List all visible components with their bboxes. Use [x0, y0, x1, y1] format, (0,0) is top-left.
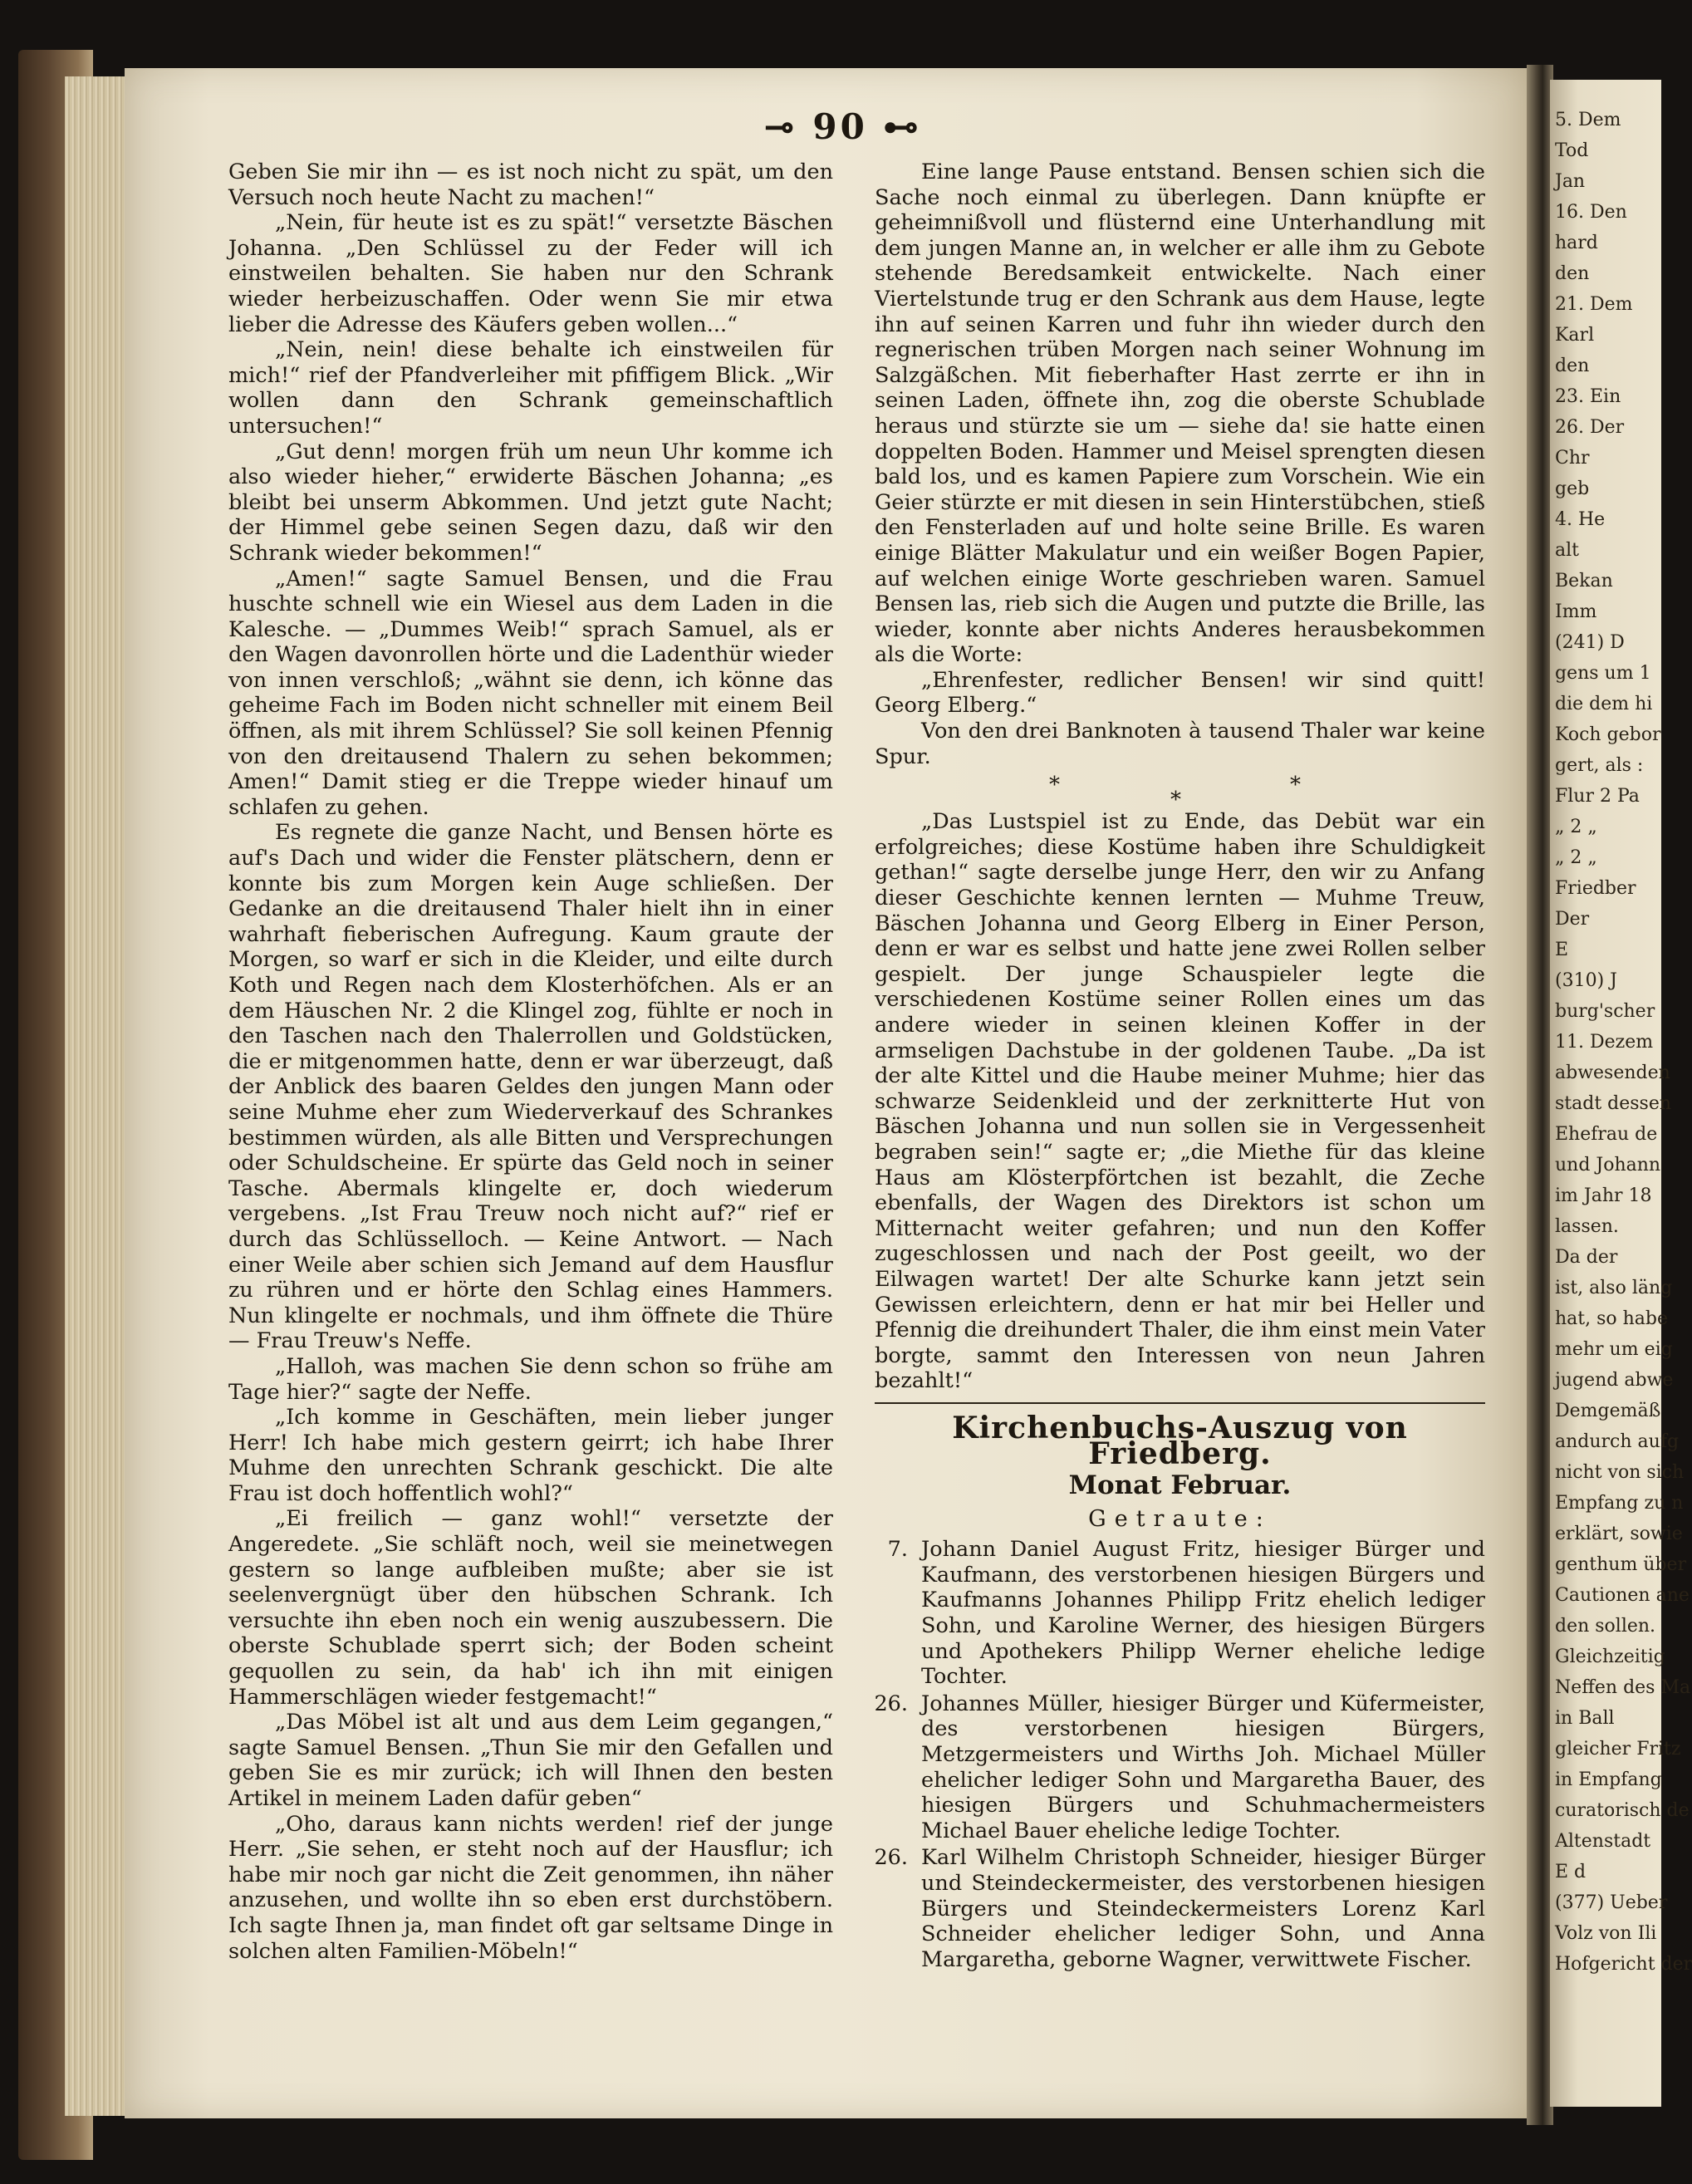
adjacent-page-fragment [1550, 80, 1692, 2107]
adjacent-page-text: erklärt, sowie [1555, 1524, 1683, 1544]
asterisk: * [1290, 773, 1301, 798]
entry-text: Karl Wilhelm Christoph Schneider, hiesiger Bürger und Steindeckermeister, des verstorbenen hiesigen Bürgers und Steindeckermeisters Lorenz Karl Schneider ehelicher lediger Sohn, und Anna Margaretha, geborne Wagner, verwittwete Fischer. [921, 1845, 1485, 1972]
paragraph: „Ehrenfester, redlicher Bensen! wir sind quitt! Georg Elberg.“ [875, 667, 1485, 719]
page-number-value: 90 [812, 106, 868, 147]
adjacent-page-text: gert, als : [1555, 755, 1644, 776]
entry-date: 26. [874, 1691, 908, 1716]
paragraph: Geben Sie mir ihn — es ist noch nicht zu spät, um den Versuch noch heute Nacht zu machen!“ [228, 160, 833, 210]
adjacent-page-text: 16. Den [1555, 202, 1627, 223]
right-text-column [875, 160, 1485, 1974]
section-divider [875, 1402, 1485, 1404]
adjacent-page-text: Karl [1555, 325, 1595, 346]
register-entry [875, 1537, 1485, 1690]
adjacent-page-text: Volz von Ili [1555, 1923, 1657, 1944]
paragraph: „Amen!“ sagte Samuel Bensen, und die Frau huschte schnell wie ein Wiesel aus dem Laden in die Kalesche. — „Dummes Weib!“ sprach Samuel, als er den Wagen davonrollen hörte und die Ladenthür wieder von innen verschloß; „wähnt sie denn, ich könne das geheime Fach im Boden nicht schneller mit einem Beil öffnen, als mit ihrem Schlüssel? Sie soll keinen Pfennig von den dreitausend Thalern zu sehen bekommen; Amen!“ Damit stieg er die Treppe wieder hinauf um schlafen zu gehen. [228, 566, 833, 820]
adjacent-page-text: in Ball [1555, 1708, 1615, 1729]
adjacent-page-text: mehr um eig [1555, 1339, 1673, 1360]
adjacent-page-text: Ehefrau de [1555, 1124, 1658, 1145]
paragraph: Von den drei Banknoten à tausend Thaler war keine Spur. [875, 719, 1485, 769]
paragraph: „Gut denn! morgen früh um neun Uhr komme ich also wieder hieher,“ erwiderte Bäschen Johanna; „es bleibt bei unserm Abkommen. Und jetzt gute Nacht; der Himmel gebe seinen Segen dazu, daß wir den Schrank wieder bekommen!“ [228, 439, 833, 566]
paragraph: „Das Möbel ist alt und aus dem Leim gegangen,“ sagte Samuel Bensen. „Thun Sie mir den Gefallen und geben Sie es mir zurück; ich will Ihnen den besten Artikel in meinem Laden dafür geben“ [228, 1710, 833, 1811]
paragraph: „Ich komme in Geschäften, mein lieber junger Herr! Ich habe mich gestern geirrt; ich habe Ihrer Muhme den unrechten Schrank geschickt. Die alte Frau ist doch hoffentlich wohl?“ [228, 1405, 833, 1506]
register-entry [875, 1691, 1485, 1844]
story-conclusion-text [875, 160, 1485, 769]
adjacent-page-text: und Johann [1555, 1155, 1661, 1175]
adjacent-page-text: gleicher Fritz [1555, 1739, 1681, 1759]
asterisk: * [1170, 788, 1181, 813]
adjacent-page-text: Altenstadt [1555, 1831, 1651, 1852]
register-entry [875, 1845, 1485, 1972]
paragraph: „Halloh, was machen Sie denn schon so frühe am Tage hier?“ sagte der Neffe. [228, 1353, 833, 1405]
adjacent-page-text: 26. Der [1555, 417, 1625, 438]
epilogue-text [875, 809, 1485, 1394]
adjacent-page-text: (310) J [1555, 970, 1617, 991]
adjacent-page-text: „ 2 „ [1555, 817, 1597, 837]
paragraph: Es regnete die ganze Nacht, und Bensen hörte es auf's Dach und wider die Fenster plätschern, denn er konnte bis zum Morgen kein Auge schließen. Der Gedanke an die dreitausend Thaler hielt ihn in einer wahrhaft fieberischen Aufregung. Kaum graute der Morgen, so warf er sich in die Kleider, und eilte durch Koth und Regen nach dem Klosterhöfchen. Als er an dem Häuschen Nr. 2 die Klingel zog, fühlte er noch in den Taschen nach den Thalerrollen und Goldstücken, die er mitgenommen hatte, denn er war überzeugt, daß der Anblick des baaren Geldes den jungen Mann oder seine Muhme eher zum Wiederverkauf des Schrankes bestimmen würden, als alle Bitten und Versprechungen oder Schuldscheine. Er spürte das Geld noch in seiner Tasche. Abermals klingelte er, doch wiederum vergebens. „Ist Frau Treuw noch nicht auf?“ rief er durch das Schlüsselloch. — Keine Antwort. — Nach einer Weile aber schien sich Jemand auf dem Hausflur zu rühren und er hörte den Schlag eines Hammers. Nun klingelte er nochmals, und ihm öffnete die Thüre — Frau Treuw's Neffe. [228, 820, 833, 1354]
adjacent-page-text: geb [1555, 479, 1590, 499]
adjacent-page-text: hat, so habe [1555, 1308, 1669, 1329]
adjacent-page-text: burg'scher [1555, 1001, 1655, 1022]
adjacent-page-text: (241) D [1555, 632, 1625, 653]
adjacent-page-text: Empfang zu n [1555, 1493, 1684, 1514]
adjacent-page-text: Da der [1555, 1247, 1618, 1268]
paragraph: „Nein, für heute ist es zu spät!“ versetzte Bäschen Johanna. „Den Schlüssel zu der Feder will ich einstweilen behalten. Sie haben nur den Schrank wieder herbeizuschaffen. Oder wenn Sie mir etwa lieber die Adresse des Käufers geben wollen...“ [228, 210, 833, 337]
adjacent-page-text: Chr [1555, 448, 1590, 469]
adjacent-page-text: (377) Ueber [1555, 1892, 1668, 1913]
adjacent-page-text: Bekan [1555, 571, 1613, 591]
entry-date: 26. [874, 1845, 908, 1871]
adjacent-page-text: lassen. [1555, 1216, 1619, 1237]
adjacent-page-text: Friedber [1555, 878, 1636, 899]
section-break-asterisks [875, 769, 1485, 813]
adjacent-page-text: stadt dessen [1555, 1093, 1672, 1114]
adjacent-page-text: den sollen. [1555, 1616, 1656, 1637]
entry-date: 7. [887, 1537, 908, 1563]
paragraph: „Nein, nein! diese behalte ich einstweilen für mich!“ rief der Pfandverleiher mit pfiffigem Blick. „Wir wollen dann den Schrank gemeinschaftlich untersuchen!“ [228, 337, 833, 439]
adjacent-page-text: im Jahr 18 [1555, 1185, 1652, 1206]
adjacent-page-text: hard [1555, 233, 1598, 253]
adjacent-page-text: Der [1555, 909, 1590, 930]
adjacent-page-text: Demgemäß [1555, 1401, 1661, 1421]
adjacent-page-text: in Empfang [1555, 1769, 1662, 1790]
adjacent-page-text: 23. Ein [1555, 386, 1621, 407]
adjacent-page-text: andurch aufg [1555, 1431, 1680, 1452]
paragraph: „Das Lustspiel ist zu Ende, das Debüt war ein erfolgreiches; diese Kostüme haben ihre Schuldigkeit gethan!“ sagte derselbe junge Herr, den wir zu Anfang dieser Geschichte kennen lernten — Muhme Treuw, Bäschen Johanna und Georg Elberg in Einer Person, denn er war es selbst und hatte jene zwei Rollen selber gespielt. Der junge Schauspieler legte die verschiedenen Kostüme seiner Rollen eines um das andere wieder in seinen kleinen Koffer in der armseligen Dachstube in der goldenen Taube. „Da ist der alte Kittel und die Haube meiner Muhme; hier das schwarze Seidenkleid und der zerknitterte Hut von Bäschen Johanna und nun sollen sie in Vergessenheit begraben sein!“ sagte er; „die Miethe für das kleine Haus am Klösterpförtchen ist bezahlt, die Zeche ebenfalls, der Wagen des Direktors ist schon um Mitternacht weiter gefahren; und nun den Koffer zugeschlossen und nach der Post geeilt, wo der Eilwagen wartet! Der alte Schurke kann jetzt sein Gewissen erleichtern, denn er hat mir bei Heller und Pfennig die dreihundert Thaler, die ihm einst mein Vater borgte, sammt den Interessen von neun Jahren bezahlt!“ [875, 809, 1485, 1394]
adjacent-page-text: Neffen des Ma [1555, 1677, 1691, 1698]
ornament-right: ⊷ [883, 106, 922, 147]
adjacent-page-text: Gleichzeitig [1555, 1647, 1665, 1667]
adjacent-page-text: ist, also läng [1555, 1278, 1673, 1298]
adjacent-page-text: Flur 2 Pa [1555, 786, 1640, 807]
adjacent-page-text: 21. Dem [1555, 294, 1633, 315]
adjacent-page-text: jugend abwe [1555, 1370, 1674, 1391]
adjacent-page-text: den [1555, 263, 1590, 284]
register-month: Monat Februar. [1068, 1470, 1292, 1501]
adjacent-page-text: Tod [1555, 140, 1589, 161]
register-section-label: Getraute: [1088, 1505, 1272, 1532]
entry-text: Johann Daniel August Fritz, hiesiger Bürger und Kaufmann, des verstorbenen hiesigen Bürgers und Kaufmanns Johannes Philipp Fritz ehelich lediger Sohn, und Karoline Werner, des hiesigen Bürgers und Apothekers Philipp Werner eheliche ledige Tochter. [921, 1537, 1485, 1690]
page-number [760, 106, 926, 147]
adjacent-page-text: abwesenden [1555, 1063, 1670, 1083]
left-text-column [228, 160, 833, 1964]
paragraph: „Oho, daraus kann nichts werden! rief der junge Herr. „Sie sehen, er steht noch auf der Hausflur; ich habe mir noch gar nicht die Zeit genommen, ihn näher anzusehen, und wollte ihn so eben erst durchstöbern. Ich sagte Ihnen ja, man findet oft gar seltsame Dinge in solchen alten Familien-Möbeln!“ [228, 1811, 833, 1964]
adjacent-page-text: den [1555, 356, 1590, 376]
register-title: Kirchenbuchs-Auszug von Friedberg. [952, 1410, 1408, 1471]
adjacent-page-text: Hofgericht der [1555, 1954, 1692, 1975]
adjacent-page-text: Cautionen ane [1555, 1585, 1690, 1606]
adjacent-page-text: curatorisch de [1555, 1800, 1690, 1821]
adjacent-page-text: Koch gebor [1555, 724, 1661, 745]
adjacent-page-text: 4. He [1555, 509, 1606, 530]
adjacent-page-text: „ 2 „ [1555, 847, 1597, 868]
paragraph: „Ei freilich — ganz wohl!“ versetzte der Angeredete. „Sie schläft noch, weil sie meinetwegen gestern so lange aufbleiben mußte; aber sie ist seelenvergnügt über den hübschen Schrank. Ich versuchte ihn eben noch ein wenig auszubessern. Die oberste Schublade sperrt sich; der Boden scheint gequollen zu sein, da hab' ich ihn mit einigen Hammerschlägen wieder festgemacht!“ [228, 1506, 833, 1710]
register-entries [875, 1537, 1485, 1972]
adjacent-page-text: alt [1555, 540, 1579, 561]
entry-text: Johannes Müller, hiesiger Bürger und Küfermeister, des verstorbenen hiesigen Bürgers, Metzgermeisters und Wirths Joh. Michael Müller ehelicher lediger Sohn und Margaretha Bauer, des hiesigen Bürgers und Schuhmachermeisters Michael Bauer eheliche ledige Tochter. [921, 1691, 1485, 1843]
adjacent-page-text: die dem hi [1555, 694, 1653, 714]
adjacent-page-text: nicht von sich [1555, 1462, 1685, 1483]
adjacent-page-text: E d [1555, 1862, 1587, 1882]
adjacent-page-text: E [1555, 940, 1569, 960]
adjacent-page-text: gens um 1 [1555, 663, 1651, 684]
adjacent-page-text: 11. Dezem [1555, 1032, 1654, 1053]
adjacent-page-text: genthum über [1555, 1554, 1687, 1575]
asterisk: * [1049, 773, 1060, 798]
adjacent-page-text: 5. Dem [1555, 110, 1621, 130]
paragraph: Eine lange Pause entstand. Bensen schien sich die Sache noch einmal zu überlegen. Dann knüpfte er geheimnißvoll und flüsternd eine Unterhandlung mit dem jungen Manne an, in welcher er alle ihm zu Gebote stehende Beredsamkeit entwickelte. Nach einer Viertelstunde trug er den Schrank aus dem Hause, legte ihn auf seinen Karren und fuhr ihn wieder durch den regnerischen trüben Morgen nach seiner Wohnung im Salzgäßchen. Mit fieberhafter Hast zerrte er ihn in seinen Laden, öffnete ihn, zog die oberste Schublade heraus und stürzte sie um — siehe da! sie hatte einen doppelten Boden. Hammer und Meisel sprengten diesen bald los, und es kamen Papiere zum Vorschein. Wie ein Geier stürzte er mit diesen in sein Hinterstübchen, stieß den Fensterladen auf und holte seine Brille. Es waren einige Blätter Makulatur und ein weißer Bogen Papier, auf welchen einige Worte geschrieben waren. Samuel Bensen las, rieb sich die Augen und putzte die Brille, las wieder, konnte aber nichts Anderes herausbekommen als die Worte: [875, 160, 1485, 668]
adjacent-page-text: Jan [1555, 171, 1586, 192]
ornament-left: ⊸ [764, 106, 797, 147]
adjacent-page-text: Imm [1555, 601, 1597, 622]
